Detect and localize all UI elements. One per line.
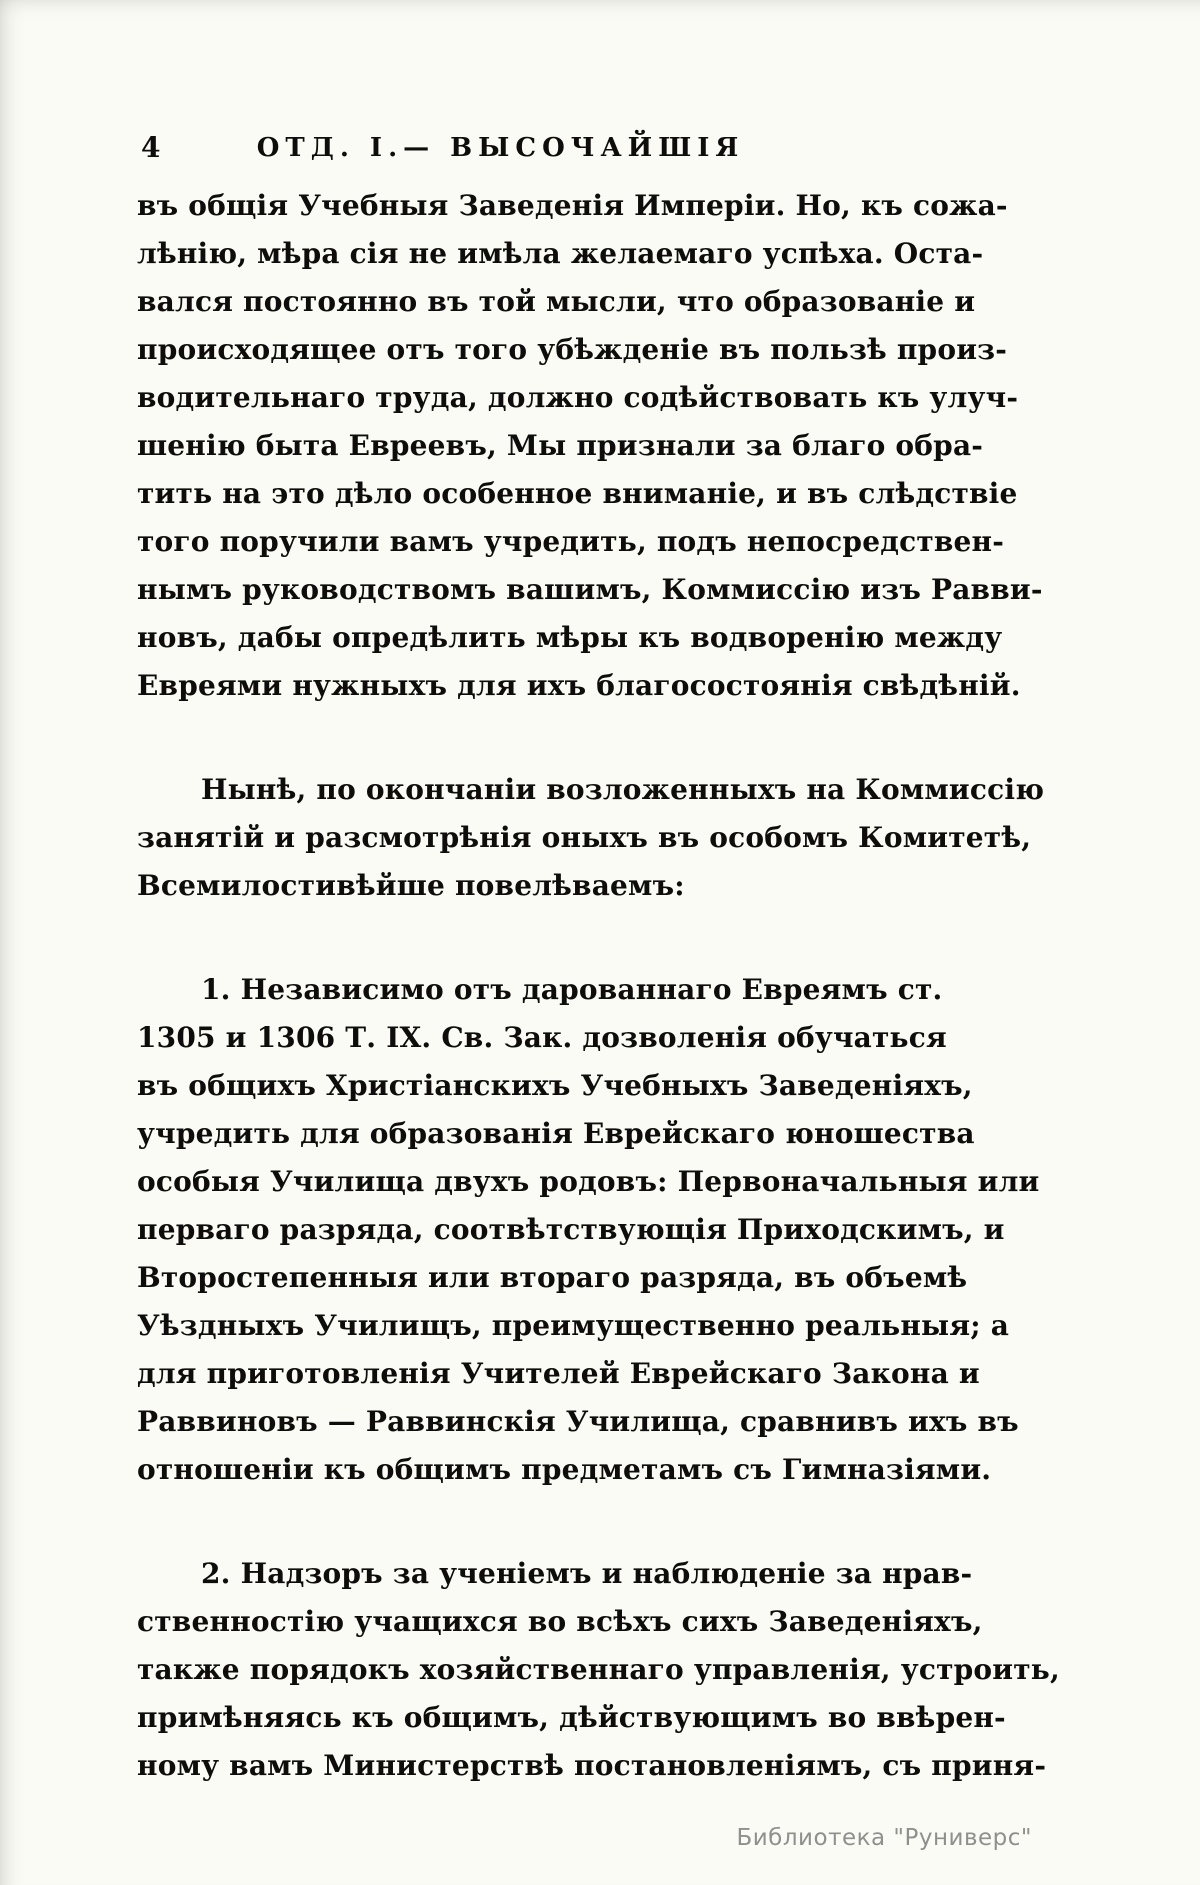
text-line: въ общихъ Христіанскихъ Учебныхъ Заведеніяхъ, — [137, 1069, 973, 1102]
text-line: Уѣздныхъ Училищъ, преимущественно реальныя; а — [137, 1309, 1010, 1342]
text-line: 2. Надзоръ за ученіемъ и наблюденіе за нрав- — [201, 1557, 973, 1590]
page-number: 4 — [141, 131, 161, 164]
page-header — [137, 130, 864, 170]
paragraph-3-item-1 — [137, 966, 1040, 1494]
text-line: также порядокъ хозяйственнаго управленія, устроить, — [137, 1653, 1060, 1686]
running-header-title: ОТД. І.— ВЫСОЧАЙШІЯ — [256, 133, 745, 163]
text-line: Евреями нужныхъ для ихъ благосостоянія свѣдѣній. — [137, 669, 1021, 702]
paragraph-4-item-2 — [137, 1550, 1060, 1790]
text-line: нымъ руководствомъ вашимъ, Коммиссію изъ Равви- — [137, 573, 1043, 606]
text-line: новъ, дабы опредѣлить мѣры къ водворенію между — [137, 621, 1003, 654]
text-line: 1305 и 1306 Т. IX. Св. Зак. дозволенія обучаться — [137, 1021, 947, 1054]
text-line: для приготовленія Учителей Еврейскаго Закона и — [137, 1357, 980, 1390]
text-line: примѣняясь къ общимъ, дѣйствующимъ во ввѣрен- — [137, 1701, 1006, 1734]
paragraph-2 — [137, 766, 1045, 910]
text-line: отношеніи къ общимъ предметамъ съ Гимназіями. — [137, 1453, 992, 1486]
text-line: ному вамъ Министерствѣ постановленіямъ, съ приня- — [137, 1749, 1047, 1782]
text-line: Нынѣ, по окончаніи возложенныхъ на Коммиссію — [201, 773, 1045, 806]
text-line: особыя Училища двухъ родовъ: Первоначальныя или — [137, 1165, 1040, 1198]
text-line: того поручили вамъ учредить, подъ непосредствен- — [137, 525, 1005, 558]
text-line: Всемилостивѣйше повелѣваемъ: — [137, 869, 685, 902]
text-line: Второстепенныя или втораго разряда, въ объемѣ — [137, 1261, 968, 1294]
text-line: лѣнію, мѣра сія не имѣла желаемаго успѣха. Оста- — [137, 237, 984, 270]
text-line: тить на это дѣло особенное вниманіе, и въ слѣдствіе — [137, 477, 1018, 510]
text-line: водительнаго труда, должно содѣйствовать къ улуч- — [137, 381, 1019, 414]
library-watermark: Библиотека "Руниверс" — [736, 1825, 1032, 1851]
text-line: ственностію учащихся во всѣхъ сихъ Заведеніяхъ, — [137, 1605, 983, 1638]
text-line: вался постоянно въ той мысли, что образованіе и — [137, 285, 976, 318]
page-body-text — [137, 182, 1060, 1790]
text-line: учредить для образованія Еврейскаго юношества — [137, 1117, 975, 1150]
text-line: перваго разряда, соотвѣтствующія Приходскимъ, и — [137, 1213, 1005, 1246]
text-line: занятій и разсмотрѣнія оныхъ въ особомъ Комитетѣ, — [137, 821, 1032, 854]
text-line: въ общія Учебныя Заведенія Имперіи. Но, къ сожа- — [137, 189, 1008, 222]
text-line: 1. Независимо отъ дарованнаго Евреямъ ст. — [201, 973, 943, 1006]
paragraph-1 — [137, 182, 1043, 710]
text-line: Раввиновъ — Раввинскія Училища, сравнивъ ихъ въ — [137, 1405, 1019, 1438]
text-line: шенію быта Евреевъ, Мы признали за благо обра- — [137, 429, 984, 462]
text-line: происходящее отъ того убѣжденіе въ пользѣ произ- — [137, 333, 1008, 366]
